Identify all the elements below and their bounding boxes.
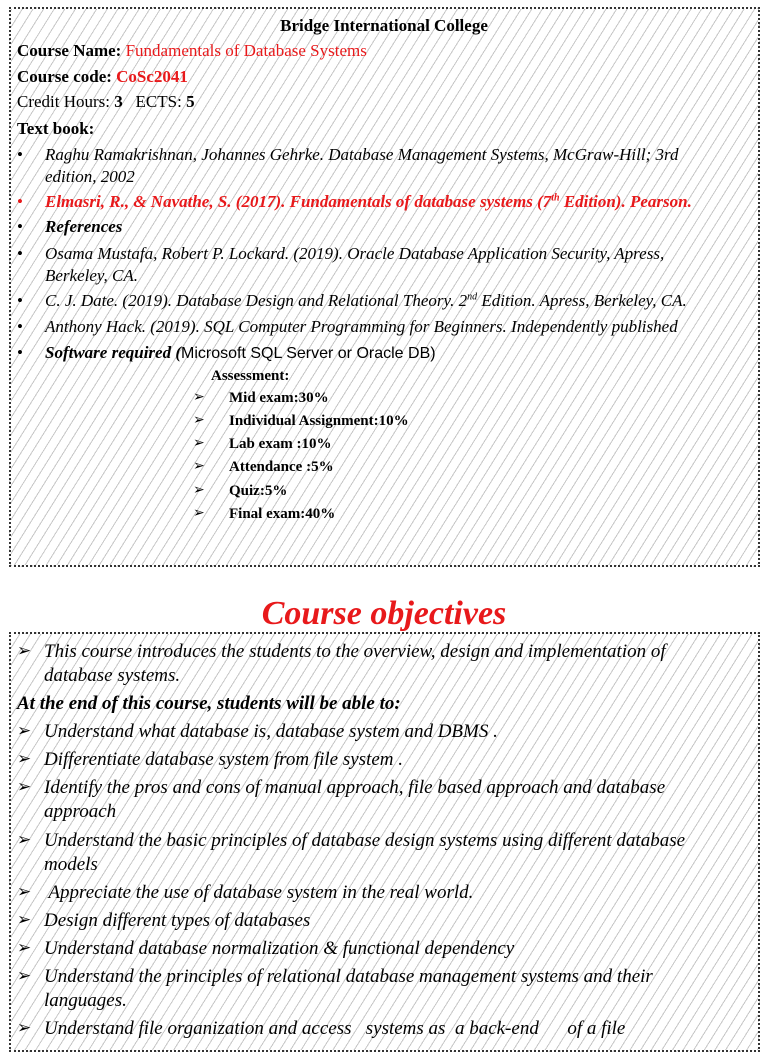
course-name-line [17,40,367,62]
assessment-label: Assessment: [211,368,290,384]
arrow-bullet-icon: ➢ [17,910,32,929]
objective-intro-line2: database systems. [44,665,181,686]
objective-item-continued: approach [44,801,117,822]
objective-item: Understand file organization and access systems as a back-end of a file [44,1018,626,1039]
arrow-bullet-icon: ➢ [17,749,32,768]
arrow-bullet-icon: ➢ [17,721,32,740]
arrow-bullet-icon: ➢ [17,830,32,849]
reference-1-line2: edition, 2002 [45,167,135,186]
bullet-icon: • [17,291,23,310]
reference-2-tail: Edition). Pearson. [559,192,692,211]
assessment-item: Individual Assignment:10% [229,413,409,429]
objective-item: Understand the basic principles of database design systems using different database [44,830,686,851]
ects-label: ECTS: [135,92,182,111]
reference-3-line2: Berkeley, CA. [45,266,138,285]
textbook-label: Text book: [17,119,95,138]
reference-4-text: C. J. Date. (2019). Database Design and Relational Theory. 2 [45,291,468,310]
bullet-icon: • [17,317,23,336]
objective-intro-line1: This course introduces the students to the overview, design and implementation of [44,641,666,662]
bullet-icon: • [17,145,23,164]
arrow-bullet-icon: ➢ [17,1018,32,1037]
college-name: Bridge International College [280,16,488,35]
arrow-bullet-icon: ➢ [193,390,205,405]
objective-item: Appreciate the use of database system in the real world. [44,882,474,903]
bullet-icon: • [17,192,23,211]
course-code-label: Course code: [17,67,112,86]
arrow-bullet-icon: ➢ [193,506,205,521]
assessment-item: Attendance :5% [229,459,334,475]
reference-2-superscript: th [551,192,560,204]
arrow-bullet-icon: ➢ [17,966,32,985]
course-name-label: Course Name: [17,41,122,60]
course-code-line [17,66,188,88]
objective-item: Differentiate database system from file system . [44,749,404,770]
arrow-bullet-icon: ➢ [193,436,205,451]
objective-item: Identify the pros and cons of manual approach, file based approach and database [44,777,666,798]
assessment-item: Final exam:40% [229,506,336,522]
bullet-icon: • [17,244,23,263]
reference-5: Anthony Hack. (2019). SQL Computer Programming for Beginners. Independently published [45,317,678,336]
ects-value: 5 [186,92,195,111]
bullet-icon: • [17,343,23,362]
assessment-item: Quiz:5% [229,483,288,499]
software-required [45,342,436,365]
objective-item-continued: languages. [44,990,127,1011]
references-label: References [45,217,123,236]
course-code-value: CoSc2041 [116,67,188,86]
course-objectives-title: Course objectives [261,595,507,632]
objective-item: Understand what database is, database system and DBMS . [44,721,498,742]
reference-2-text: Elmasri, R., & Navathe, S. (2017). Fundamentals of database systems (7 [45,192,552,211]
course-name-value: Fundamentals of Database Systems [125,41,367,60]
reference-2 [45,191,692,213]
bullet-icon: • [17,217,23,236]
reference-4-tail: Edition. Apress, Berkeley, CA. [477,291,687,310]
credit-hours-label: Credit Hours: [17,92,111,111]
arrow-bullet-icon: ➢ [17,882,32,901]
arrow-bullet-icon: ➢ [193,483,205,498]
software-value: Microsoft SQL Server or Oracle DB) [181,345,436,362]
credit-hours-value: 3 [114,92,123,111]
reference-1-line1: Raghu Ramakrishnan, Johannes Gehrke. Database Management Systems, McGraw-Hill; 3rd [45,145,679,164]
arrow-bullet-icon: ➢ [17,777,32,796]
objective-item: Understand database normalization & functional dependency [44,938,515,959]
arrow-bullet-icon: ➢ [193,413,205,428]
assessment-item: Lab exam :10% [229,436,332,452]
objective-item: Understand the principles of relational database management systems and their [44,966,653,987]
assessment-item: Mid exam:30% [229,390,329,406]
reference-3-line1: Osama Mustafa, Robert P. Lockard. (2019). Oracle Database Application Security, Apress, [45,244,665,263]
arrow-bullet-icon: ➢ [17,938,32,957]
objective-lead: At the end of this course, students will be able to: [17,693,401,714]
software-label: Software required ( [45,343,181,362]
objective-item-continued: models [44,854,98,875]
arrow-bullet-icon: ➢ [17,641,32,660]
arrow-bullet-icon: ➢ [193,459,205,474]
reference-4-superscript: nd [467,291,478,303]
reference-4 [45,290,687,312]
credit-line [17,91,195,113]
objective-item: Design different types of databases [44,910,311,931]
